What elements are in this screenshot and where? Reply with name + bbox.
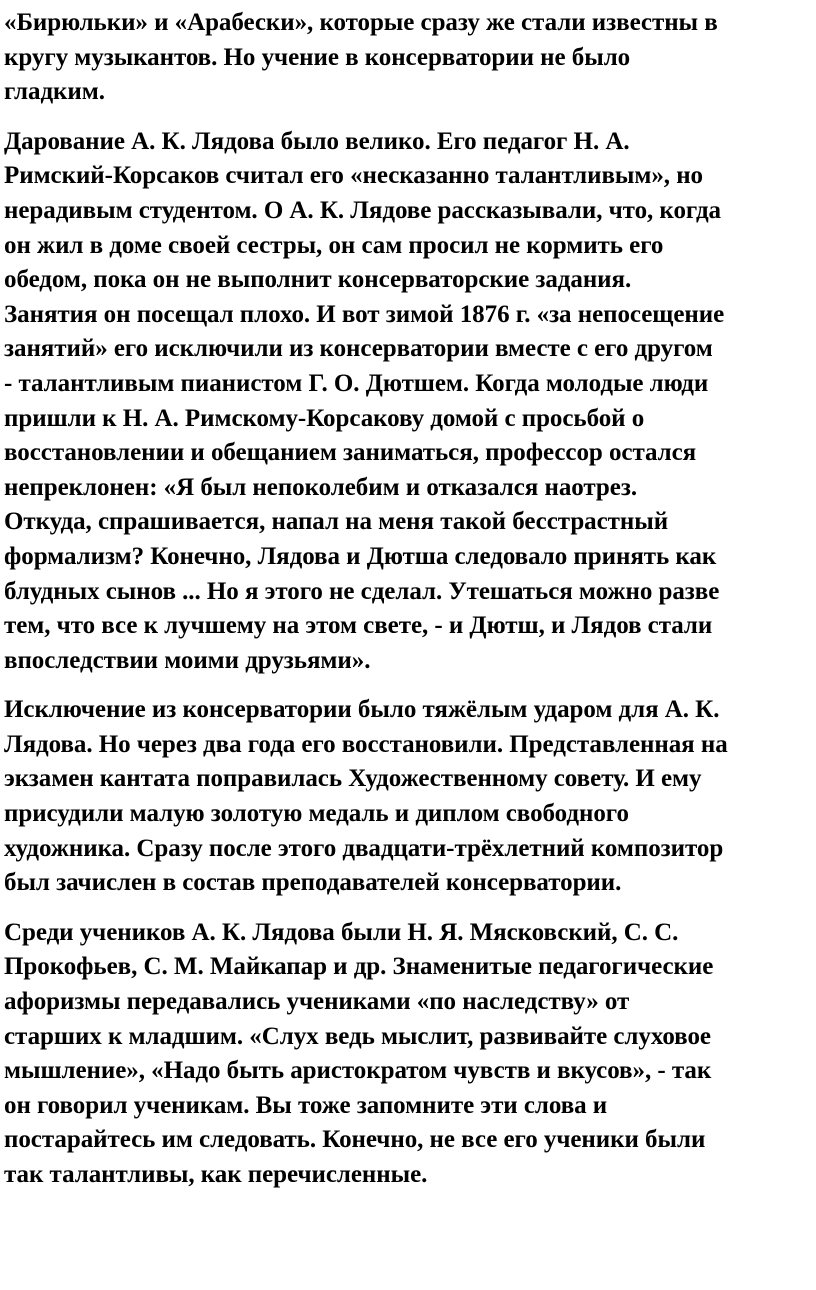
- text-line: «Бирюльки» и «Арабески», которые сразу же стали известны в: [4, 9, 718, 36]
- text-line: блудных сынов ... Но я этого не сделал. Утешаться можно разве: [4, 577, 720, 605]
- text-line: Исключение из консерватории было тяжёлым ударом для А. К.: [4, 696, 720, 724]
- text-line: афоризмы передавались учениками «по наследству» от: [4, 988, 630, 1016]
- text-line: художника. Сразу после этого двадцати-трёхлетний композитор: [4, 834, 724, 862]
- text-line: занятий» его исключили из консерватории вместе с его другом: [4, 335, 713, 363]
- text-line: Дарование А. К. Лядова было велико. Его педагог Н. А.: [4, 127, 630, 155]
- text-line: мышление», «Надо быть аристократом чувств и вкусов», - так: [4, 1057, 712, 1085]
- text-line: обедом, пока он не выполнит консерваторские задания.: [4, 266, 632, 294]
- text-line: формализм? Конечно, Лядова и Дютша следовало принять как: [4, 542, 717, 570]
- text-line: он жил в доме своей сестры, он сам просил не кормить его: [4, 231, 664, 259]
- text-line: он говорил ученикам. Вы тоже запомните эти слова и: [4, 1091, 608, 1119]
- text-line: гладким.: [4, 78, 105, 106]
- text-line: старших к младшим. «Слух ведь мыслит, развивайте слуховое: [4, 1022, 711, 1050]
- text-line: постарайтесь им следовать. Конечно, не все его ученики были: [4, 1126, 706, 1154]
- text-line: тем, что все к лучшему на этом свете, - и Дютш, и Лядов стали: [4, 612, 713, 640]
- text-line: Откуда, спрашивается, напал на меня такой бесстрастный: [4, 508, 669, 536]
- text-line: впоследствии моими друзьями».: [4, 646, 371, 674]
- text-line: Занятия он посещал плохо. И вот зимой 1876 г. «за непосещение: [4, 300, 725, 328]
- text-line: Прокофьев, С. М. Майкапар и др. Знаменитые педагогические: [4, 953, 714, 981]
- paragraph-2: [4, 125, 812, 679]
- text-line: непреклонен: «Я был непоколебим и отказался наотрез.: [4, 473, 638, 501]
- text-line: восстановлении и обещанием заниматься, профессор остался: [4, 439, 697, 467]
- text-line: Римский-Корсаков считал его «несказанно талантливым», но: [4, 162, 703, 190]
- text-line: нерадивым студентом. О А. К. Лядове рассказывали, что, когда: [4, 196, 721, 224]
- text-line: так талантливы, как перечисленные.: [4, 1161, 428, 1188]
- paragraph-3: [4, 693, 812, 901]
- text-line: Лядова. Но через два года его восстановили. Представленная на: [4, 730, 728, 758]
- text-line: присудили малую золотую медаль и диплом свободного: [4, 800, 629, 828]
- text-line: экзамен кантата поправилась Художественному совету. И ему: [4, 765, 702, 793]
- text-line: кругу музыкантов. Но учение в консерватории не было: [4, 43, 631, 71]
- text-line: Среди учеников А. К. Лядова были Н. Я. Мясковский, С. С.: [4, 918, 679, 946]
- text-line: был зачислен в состав преподавателей консерватории.: [4, 869, 622, 897]
- text-line: - талантливым пианистом Г. О. Дютшем. Когда молодые люди: [4, 369, 709, 397]
- paragraph-1: [4, 6, 812, 110]
- text-line: пришли к Н. А. Римскому-Корсакову домой с просьбой о: [4, 404, 645, 432]
- paragraph-4: [4, 916, 812, 1193]
